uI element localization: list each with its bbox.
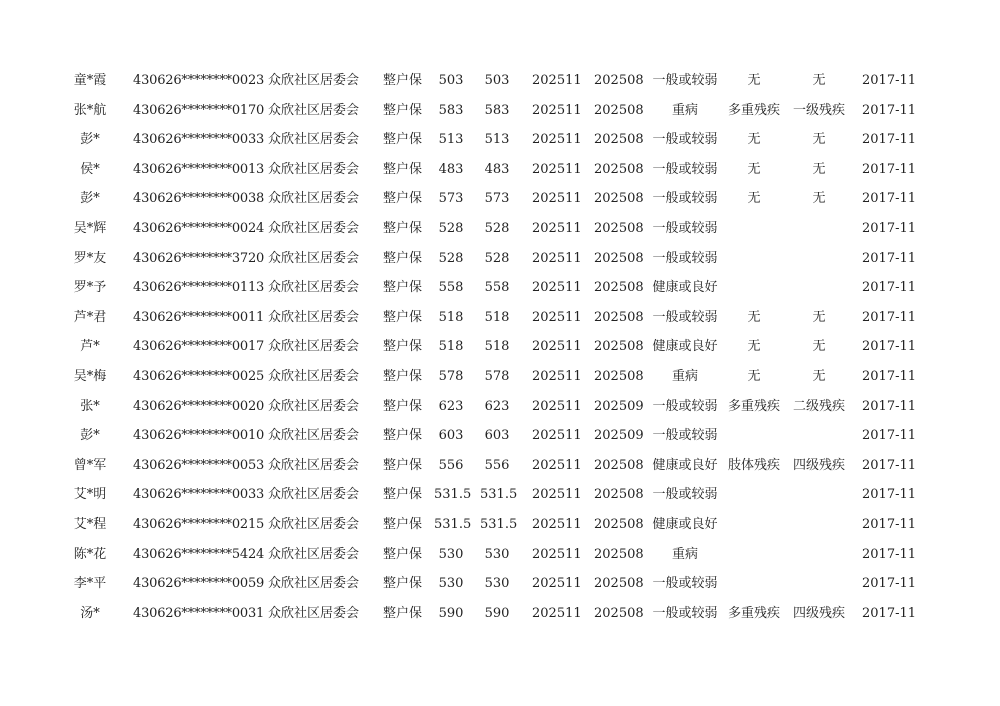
cell-community: 众欣社区居委会 (268, 368, 360, 384)
cell-community: 众欣社区居委会 (268, 191, 360, 207)
cell-health-status: 一般或较弱 (652, 73, 718, 88)
table-row (0, 184, 1000, 214)
cell-amount: 518 (438, 339, 464, 355)
cell-end-period: 202508 (594, 250, 644, 266)
cell-health-status: 健康或良好 (652, 280, 718, 296)
cell-amount: 578 (438, 368, 464, 384)
cell-amount: 583 (438, 102, 464, 118)
cell-amount: 530 (438, 576, 464, 592)
cell-id-number: 430626********0024 (133, 220, 265, 236)
cell-community: 众欣社区居委会 (268, 73, 360, 88)
cell-date: 2017-11 (862, 280, 917, 296)
cell-community: 众欣社区居委会 (268, 516, 360, 532)
cell-start-period: 202511 (532, 250, 582, 266)
cell-date: 2017-11 (862, 132, 917, 148)
cell-disability-type: 无 (747, 368, 761, 384)
cell-assistance-type: 整户保 (383, 250, 423, 266)
cell-assistance-type: 整户保 (383, 487, 423, 503)
cell-community: 众欣社区居委会 (268, 132, 360, 148)
cell-id-number: 430626********0038 (133, 191, 265, 207)
cell-community: 众欣社区居委会 (268, 250, 360, 266)
cell-amount-total: 513 (484, 132, 510, 148)
cell-start-period: 202511 (532, 457, 582, 473)
cell-name: 艾*程 (73, 516, 107, 532)
cell-assistance-type: 整户保 (383, 132, 423, 148)
cell-health-status: 一般或较弱 (652, 576, 718, 592)
cell-start-period: 202511 (532, 576, 582, 592)
table-row (0, 244, 1000, 274)
cell-disability-grade (789, 569, 849, 599)
cell-disability-grade: 无 (812, 73, 826, 88)
table-row (0, 599, 1000, 629)
table-row (0, 303, 1000, 333)
cell-name: 彭* (80, 191, 100, 207)
cell-disability-grade: 无 (812, 132, 826, 148)
cell-health-status: 一般或较弱 (652, 191, 718, 207)
cell-disability-grade: 二级残疾 (792, 398, 845, 414)
cell-id-number: 430626********0020 (133, 398, 265, 414)
cell-amount: 623 (438, 398, 464, 414)
cell-id-number: 430626********3720 (133, 250, 265, 266)
cell-name: 曾*军 (73, 457, 107, 473)
cell-start-period: 202511 (532, 161, 582, 177)
table-row (0, 273, 1000, 303)
cell-health-status: 重病 (671, 368, 698, 384)
cell-start-period: 202511 (532, 191, 582, 207)
cell-id-number: 430626********0113 (133, 280, 265, 296)
cell-start-period: 202511 (532, 73, 582, 88)
cell-end-period: 202508 (594, 339, 644, 355)
cell-assistance-type: 整户保 (383, 576, 423, 592)
cell-name: 艾*明 (73, 487, 107, 503)
cell-amount-total: 528 (484, 250, 510, 266)
cell-name: 张*航 (73, 102, 107, 118)
cell-health-status: 健康或良好 (652, 516, 718, 532)
cell-disability-grade (789, 421, 849, 451)
cell-end-period: 202508 (594, 73, 644, 88)
cell-health-status: 重病 (671, 546, 698, 562)
cell-health-status: 重病 (671, 102, 698, 118)
cell-amount-total: 518 (484, 339, 510, 355)
table-row (0, 155, 1000, 185)
cell-assistance-type: 整户保 (383, 220, 423, 236)
cell-amount-total: 603 (484, 428, 510, 444)
cell-amount-total: 558 (484, 280, 510, 296)
cell-disability-grade: 无 (812, 309, 826, 325)
cell-disability-type: 无 (747, 73, 761, 88)
cell-disability-type: 无 (747, 191, 761, 207)
cell-end-period: 202509 (594, 398, 644, 414)
cell-health-status: 一般或较弱 (652, 398, 718, 414)
cell-amount: 531.5 (434, 516, 472, 532)
cell-id-number: 430626********0023 (133, 73, 265, 88)
table-row (0, 96, 1000, 126)
cell-amount: 483 (438, 161, 464, 177)
cell-community: 众欣社区居委会 (268, 546, 360, 562)
cell-amount: 513 (438, 132, 464, 148)
cell-name: 吴*梅 (73, 368, 107, 384)
cell-id-number: 430626********0017 (133, 339, 265, 355)
table-row (0, 510, 1000, 540)
cell-id-number: 430626********0059 (133, 576, 265, 592)
cell-start-period: 202511 (532, 132, 582, 148)
cell-amount-total: 556 (484, 457, 510, 473)
cell-amount: 603 (438, 428, 464, 444)
cell-community: 众欣社区居委会 (268, 161, 360, 177)
cell-id-number: 430626********0031 (133, 605, 265, 621)
table-row (0, 214, 1000, 244)
cell-disability-grade (789, 214, 849, 244)
cell-amount-total: 531.5 (480, 487, 518, 503)
cell-amount: 558 (438, 280, 464, 296)
table-row (0, 125, 1000, 155)
cell-amount: 573 (438, 191, 464, 207)
cell-date: 2017-11 (862, 339, 917, 355)
cell-end-period: 202508 (594, 457, 644, 473)
cell-date: 2017-11 (862, 368, 917, 384)
cell-date: 2017-11 (862, 191, 917, 207)
cell-start-period: 202511 (532, 102, 582, 118)
cell-amount: 528 (438, 220, 464, 236)
cell-name: 芦* (80, 339, 100, 355)
cell-assistance-type: 整户保 (383, 102, 423, 118)
cell-name: 童*霞 (73, 73, 107, 88)
cell-disability-type (724, 569, 784, 599)
cell-community: 众欣社区居委会 (268, 576, 360, 592)
cell-disability-type: 无 (747, 132, 761, 148)
cell-health-status: 一般或较弱 (652, 132, 718, 148)
cell-start-period: 202511 (532, 280, 582, 296)
cell-date: 2017-11 (862, 398, 917, 414)
cell-id-number: 430626********0033 (133, 487, 265, 503)
cell-community: 众欣社区居委会 (268, 339, 360, 355)
cell-disability-grade: 无 (812, 161, 826, 177)
cell-date: 2017-11 (862, 576, 917, 592)
cell-amount-total: 578 (484, 368, 510, 384)
cell-date: 2017-11 (862, 457, 917, 473)
cell-health-status: 一般或较弱 (652, 161, 718, 177)
cell-amount: 518 (438, 309, 464, 325)
cell-name: 陈*花 (73, 546, 107, 562)
cell-assistance-type: 整户保 (383, 428, 423, 444)
cell-disability-type: 多重残疾 (727, 102, 780, 118)
cell-date: 2017-11 (862, 428, 917, 444)
cell-start-period: 202511 (532, 605, 582, 621)
cell-disability-grade (789, 273, 849, 303)
cell-date: 2017-11 (862, 220, 917, 236)
cell-end-period: 202508 (594, 191, 644, 207)
cell-start-period: 202511 (532, 428, 582, 444)
cell-disability-grade (789, 510, 849, 540)
table-row (0, 421, 1000, 451)
cell-disability-type: 多重残疾 (727, 605, 780, 621)
cell-end-period: 202508 (594, 220, 644, 236)
cell-disability-type: 无 (747, 161, 761, 177)
cell-disability-type: 多重残疾 (727, 398, 780, 414)
cell-end-period: 202508 (594, 546, 644, 562)
cell-amount: 530 (438, 546, 464, 562)
table-row (0, 569, 1000, 599)
cell-date: 2017-11 (862, 102, 917, 118)
cell-id-number: 430626********0215 (133, 516, 265, 532)
cell-amount: 590 (438, 605, 464, 621)
cell-name: 彭* (80, 132, 100, 148)
cell-name: 罗*友 (73, 250, 107, 266)
cell-date: 2017-11 (862, 516, 917, 532)
cell-amount: 528 (438, 250, 464, 266)
cell-disability-grade (789, 540, 849, 570)
cell-amount-total: 573 (484, 191, 510, 207)
cell-community: 众欣社区居委会 (268, 398, 360, 414)
cell-end-period: 202508 (594, 487, 644, 503)
cell-amount-total: 583 (484, 102, 510, 118)
cell-community: 众欣社区居委会 (268, 487, 360, 503)
cell-date: 2017-11 (862, 73, 917, 88)
cell-date: 2017-11 (862, 487, 917, 503)
cell-id-number: 430626********0013 (133, 161, 265, 177)
cell-health-status: 健康或良好 (652, 339, 718, 355)
cell-end-period: 202508 (594, 576, 644, 592)
cell-assistance-type: 整户保 (383, 546, 423, 562)
cell-end-period: 202508 (594, 280, 644, 296)
cell-start-period: 202511 (532, 398, 582, 414)
cell-disability-grade: 四级残疾 (792, 605, 845, 621)
cell-start-period: 202511 (532, 487, 582, 503)
cell-amount-total: 503 (484, 73, 510, 88)
cell-id-number: 430626********0033 (133, 132, 265, 148)
data-table (0, 66, 1000, 628)
cell-start-period: 202511 (532, 516, 582, 532)
cell-date: 2017-11 (862, 546, 917, 562)
cell-id-number: 430626********5424 (133, 546, 265, 562)
table-row (0, 332, 1000, 362)
cell-assistance-type: 整户保 (383, 457, 423, 473)
cell-community: 众欣社区居委会 (268, 102, 360, 118)
cell-disability-type (724, 480, 784, 510)
cell-name: 李*平 (73, 576, 107, 592)
cell-community: 众欣社区居委会 (268, 280, 360, 296)
cell-name: 侯* (80, 161, 100, 177)
cell-assistance-type: 整户保 (383, 605, 423, 621)
cell-amount-total: 483 (484, 161, 510, 177)
cell-health-status: 一般或较弱 (652, 428, 718, 444)
cell-amount-total: 623 (484, 398, 510, 414)
cell-amount-total: 531.5 (480, 516, 518, 532)
cell-disability-grade: 无 (812, 191, 826, 207)
cell-amount-total: 518 (484, 309, 510, 325)
cell-id-number: 430626********0025 (133, 368, 265, 384)
cell-date: 2017-11 (862, 250, 917, 266)
cell-disability-type: 无 (747, 339, 761, 355)
cell-end-period: 202508 (594, 309, 644, 325)
cell-end-period: 202509 (594, 428, 644, 444)
cell-name: 吴*辉 (73, 220, 107, 236)
cell-amount-total: 530 (484, 576, 510, 592)
cell-name: 张* (80, 398, 100, 414)
cell-disability-type: 肢体残疾 (727, 457, 780, 473)
cell-assistance-type: 整户保 (383, 339, 423, 355)
cell-end-period: 202508 (594, 605, 644, 621)
cell-disability-type (724, 510, 784, 540)
table-row (0, 362, 1000, 392)
cell-disability-grade: 四级残疾 (792, 457, 845, 473)
cell-start-period: 202511 (532, 309, 582, 325)
cell-end-period: 202508 (594, 516, 644, 532)
cell-assistance-type: 整户保 (383, 161, 423, 177)
cell-disability-grade: 一级残疾 (792, 102, 845, 118)
cell-health-status: 一般或较弱 (652, 605, 718, 621)
cell-amount: 531.5 (434, 487, 472, 503)
cell-community: 众欣社区居委会 (268, 605, 360, 621)
cell-community: 众欣社区居委会 (268, 220, 360, 236)
cell-date: 2017-11 (862, 161, 917, 177)
cell-health-status: 一般或较弱 (652, 309, 718, 325)
cell-end-period: 202508 (594, 368, 644, 384)
cell-start-period: 202511 (532, 339, 582, 355)
cell-disability-grade: 无 (812, 368, 826, 384)
cell-end-period: 202508 (594, 132, 644, 148)
table-row (0, 451, 1000, 481)
cell-assistance-type: 整户保 (383, 73, 423, 88)
cell-id-number: 430626********0170 (133, 102, 265, 118)
cell-name: 汤* (80, 605, 100, 621)
cell-assistance-type: 整户保 (383, 280, 423, 296)
cell-disability-type (724, 214, 784, 244)
cell-date: 2017-11 (862, 309, 917, 325)
cell-amount-total: 528 (484, 220, 510, 236)
cell-disability-type (724, 244, 784, 274)
cell-assistance-type: 整户保 (383, 191, 423, 207)
cell-name: 彭* (80, 428, 100, 444)
cell-amount: 556 (438, 457, 464, 473)
cell-id-number: 430626********0010 (133, 428, 265, 444)
cell-start-period: 202511 (532, 220, 582, 236)
cell-date: 2017-11 (862, 605, 917, 621)
cell-health-status: 健康或良好 (652, 457, 718, 473)
cell-health-status: 一般或较弱 (652, 487, 718, 503)
cell-disability-type: 无 (747, 309, 761, 325)
cell-health-status: 一般或较弱 (652, 220, 718, 236)
table-row (0, 392, 1000, 422)
cell-amount: 503 (438, 73, 464, 88)
cell-amount-total: 590 (484, 605, 510, 621)
cell-community: 众欣社区居委会 (268, 457, 360, 473)
cell-disability-grade: 无 (812, 339, 826, 355)
cell-end-period: 202508 (594, 102, 644, 118)
cell-community: 众欣社区居委会 (268, 309, 360, 325)
cell-community: 众欣社区居委会 (268, 428, 360, 444)
cell-disability-grade (789, 480, 849, 510)
cell-assistance-type: 整户保 (383, 398, 423, 414)
cell-start-period: 202511 (532, 368, 582, 384)
cell-disability-type (724, 273, 784, 303)
cell-assistance-type: 整户保 (383, 368, 423, 384)
cell-start-period: 202511 (532, 546, 582, 562)
table-row (0, 66, 1000, 96)
cell-disability-type (724, 540, 784, 570)
cell-assistance-type: 整户保 (383, 309, 423, 325)
cell-name: 芦*君 (73, 309, 107, 325)
cell-amount-total: 530 (484, 546, 510, 562)
cell-assistance-type: 整户保 (383, 516, 423, 532)
table-row (0, 540, 1000, 570)
cell-end-period: 202508 (594, 161, 644, 177)
cell-name: 罗*予 (73, 280, 107, 296)
cell-id-number: 430626********0053 (133, 457, 265, 473)
cell-disability-type (724, 421, 784, 451)
cell-id-number: 430626********0011 (133, 309, 265, 325)
cell-disability-grade (789, 244, 849, 274)
cell-health-status: 一般或较弱 (652, 250, 718, 266)
table-row (0, 480, 1000, 510)
